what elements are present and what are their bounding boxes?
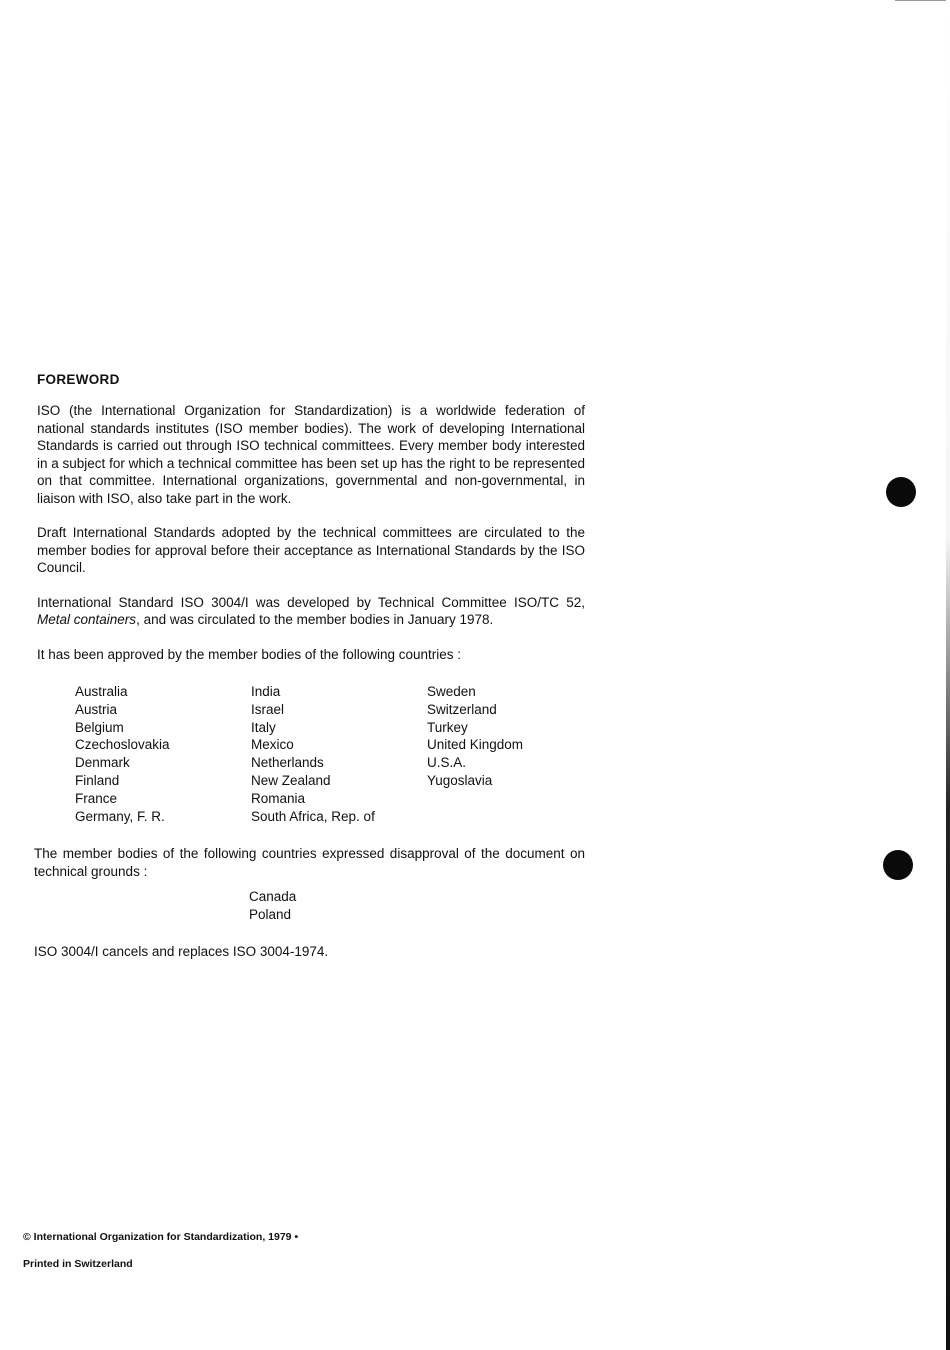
paragraph-cancels: ISO 3004/I cancels and replaces ISO 3004-1974. <box>34 944 329 959</box>
disapproving-countries-list <box>249 888 585 924</box>
development-text-a: International Standard ISO 3004/I was developed by Technical Committee ISO/TC 52, <box>37 594 585 610</box>
foreword-heading: FOREWORD <box>37 372 120 387</box>
paragraph-approval-intro: It has been approved by the member bodies of the following countries : <box>37 646 462 662</box>
country-item: Poland <box>249 907 292 922</box>
country-column-3 <box>427 683 523 790</box>
country-item: India <box>251 684 281 699</box>
committee-title: Metal containers <box>37 612 137 627</box>
country-column-2 <box>251 683 375 825</box>
punch-hole-top <box>886 477 916 507</box>
country-item: Netherlands <box>251 755 324 771</box>
country-item: Austria <box>75 701 118 717</box>
paragraph-draft-standards: Draft International Standards adopted by the technical committees are circulated to the member bodies for approval before their acceptance as International Standards by the ISO Council. <box>37 525 585 575</box>
country-item: South Africa, Rep. of <box>251 808 375 824</box>
punch-hole-bottom <box>883 850 913 880</box>
country-item: Switzerland <box>427 701 497 717</box>
country-item: Czechoslovakia <box>75 737 170 753</box>
development-text-b: , and was circulated to the member bodies in January 1978. <box>136 612 494 627</box>
country-item: Sweden <box>427 684 476 699</box>
country-item: Romania <box>251 790 306 806</box>
paragraph-iso-intro: ISO (the International Organization for Standardization) is a worldwide federation of national standards institutes (ISO member bodies). The work of developing International Standards is carried out through ISO technical committees. Every member body interested in a subject for which a technical committee has been set up has the right to be represented on that committee. International organizations, governmental and non-governmental, in liaison with ISO, also take part in the work. <box>37 403 585 506</box>
printed-location: Printed in Switzerland <box>23 1258 133 1270</box>
paragraph-disapproval-intro: The member bodies of the following countries expressed disapproval of the document on technical grounds : <box>34 846 585 879</box>
country-item: Belgium <box>75 719 124 735</box>
country-item: France <box>75 790 118 806</box>
copyright-notice: © International Organization for Standardization, 1979 • <box>23 1231 299 1243</box>
country-item: Canada <box>249 889 297 904</box>
country-item: Germany, F. R. <box>75 808 165 824</box>
country-item: Australia <box>75 684 128 699</box>
country-item: Israel <box>251 701 285 717</box>
country-item: United Kingdom <box>427 737 524 753</box>
country-column-1 <box>75 683 170 825</box>
foreword-section <box>34 372 585 978</box>
country-item: Denmark <box>75 755 130 771</box>
paragraph-development <box>37 594 585 629</box>
country-item: New Zealand <box>251 772 331 788</box>
edge-mark <box>895 0 950 1</box>
country-item: Mexico <box>251 737 294 753</box>
country-item: Finland <box>75 772 120 788</box>
approving-countries-list <box>37 683 585 827</box>
country-item: Turkey <box>427 719 468 735</box>
page-edge-shadow <box>946 0 950 1350</box>
country-item: U.S.A. <box>427 755 467 771</box>
country-item: Yugoslavia <box>427 772 493 788</box>
country-item: Italy <box>251 719 276 735</box>
